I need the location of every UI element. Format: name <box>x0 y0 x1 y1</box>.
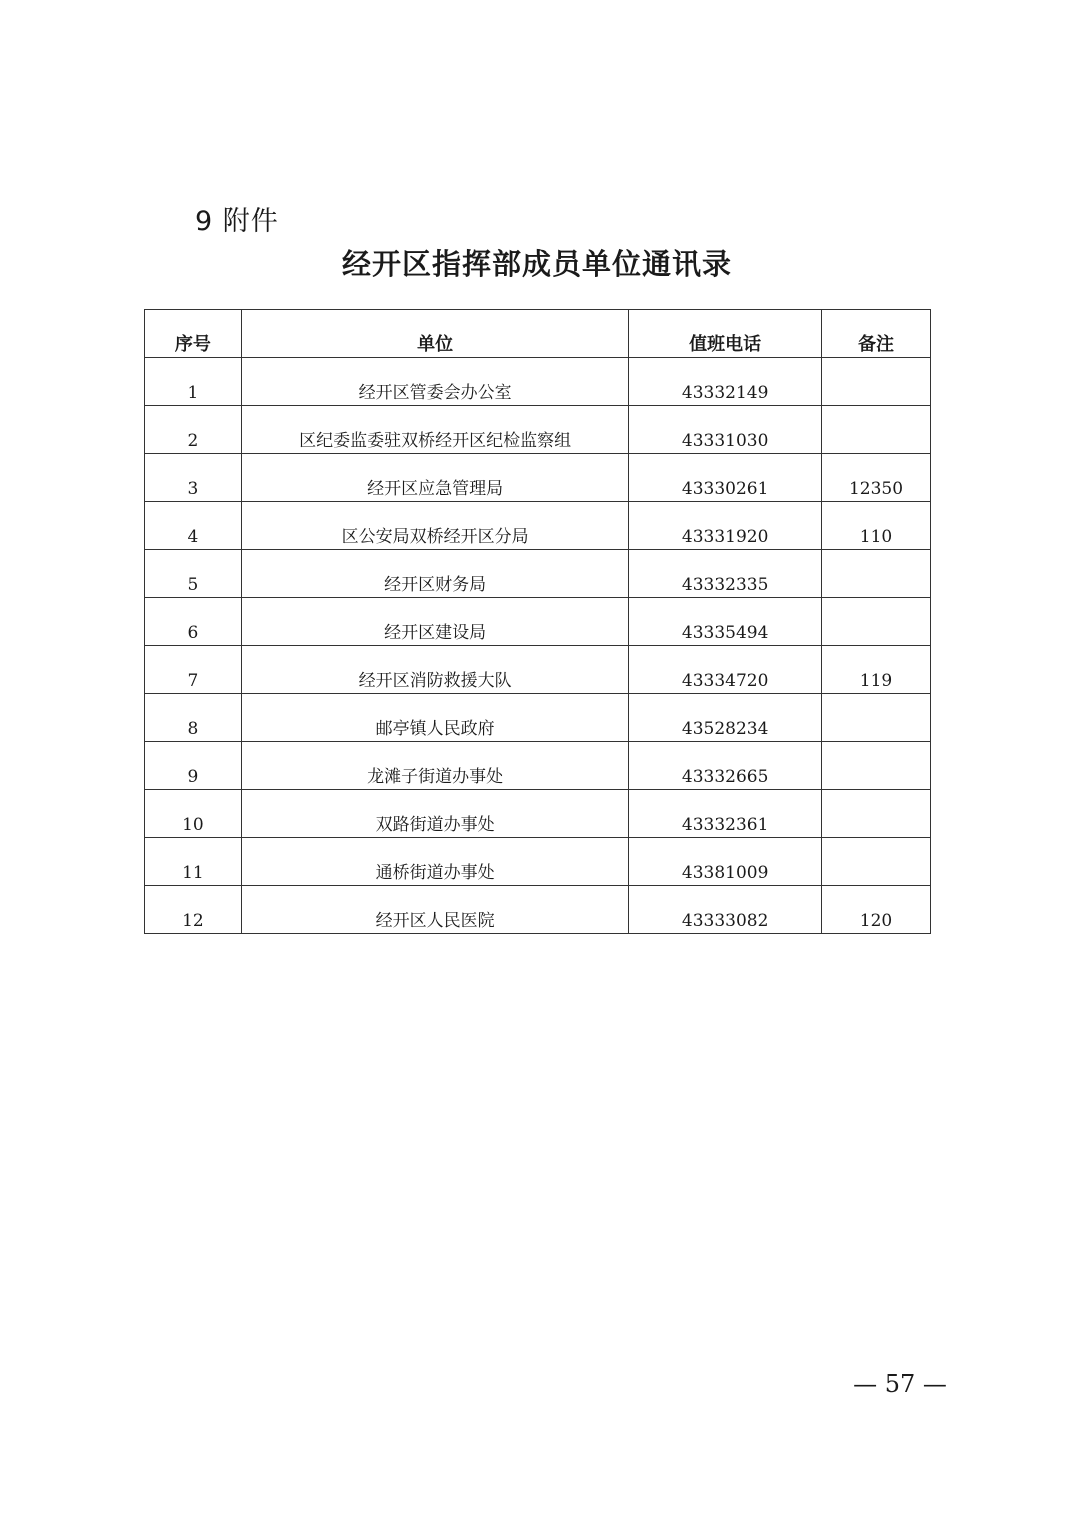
cell-note: 119 <box>822 646 931 694</box>
cell-unit: 经开区消防救援大队 <box>241 646 628 694</box>
cell-no: 7 <box>145 646 242 694</box>
cell-no: 10 <box>145 790 242 838</box>
cell-phone: 43528234 <box>629 694 822 742</box>
header-unit: 单位 <box>241 310 628 358</box>
cell-phone: 43332361 <box>629 790 822 838</box>
cell-unit: 双路街道办事处 <box>241 790 628 838</box>
table-header-row <box>145 310 931 358</box>
cell-note <box>822 550 931 598</box>
cell-unit: 龙滩子街道办事处 <box>241 742 628 790</box>
cell-phone: 43381009 <box>629 838 822 886</box>
header-phone: 值班电话 <box>629 310 822 358</box>
cell-no: 8 <box>145 694 242 742</box>
table-row <box>145 454 931 502</box>
cell-unit: 经开区应急管理局 <box>241 454 628 502</box>
cell-phone: 43332335 <box>629 550 822 598</box>
document-title: 经开区指挥部成员单位通讯录 <box>341 247 732 281</box>
cell-note <box>822 790 931 838</box>
table-row <box>145 694 931 742</box>
cell-unit: 区纪委监委驻双桥经开区纪检监察组 <box>241 406 628 454</box>
table-row <box>145 790 931 838</box>
table-row <box>145 838 931 886</box>
cell-unit: 经开区管委会办公室 <box>241 358 628 406</box>
cell-note <box>822 694 931 742</box>
cell-note <box>822 358 931 406</box>
cell-unit: 经开区人民医院 <box>241 886 628 934</box>
header-note: 备注 <box>822 310 931 358</box>
cell-note: 12350 <box>822 454 931 502</box>
cell-note <box>822 742 931 790</box>
cell-note: 120 <box>822 886 931 934</box>
cell-phone: 43334720 <box>629 646 822 694</box>
cell-unit: 经开区财务局 <box>241 550 628 598</box>
table-body <box>145 358 931 934</box>
table-row <box>145 646 931 694</box>
cell-phone: 43330261 <box>629 454 822 502</box>
cell-no: 11 <box>145 838 242 886</box>
cell-no: 12 <box>145 886 242 934</box>
table-row <box>145 502 931 550</box>
cell-note <box>822 598 931 646</box>
cell-no: 2 <box>145 406 242 454</box>
cell-phone: 43331030 <box>629 406 822 454</box>
cell-unit: 邮亭镇人民政府 <box>241 694 628 742</box>
page-number: — 57 — <box>853 1370 947 1398</box>
table-row <box>145 550 931 598</box>
table-row <box>145 358 931 406</box>
cell-no: 4 <box>145 502 242 550</box>
cell-note: 110 <box>822 502 931 550</box>
cell-no: 5 <box>145 550 242 598</box>
attachment-label: 9 附件 <box>195 206 279 237</box>
table-row <box>145 742 931 790</box>
cell-phone: 43335494 <box>629 598 822 646</box>
cell-no: 1 <box>145 358 242 406</box>
cell-no: 6 <box>145 598 242 646</box>
cell-phone: 43332665 <box>629 742 822 790</box>
cell-no: 3 <box>145 454 242 502</box>
cell-no: 9 <box>145 742 242 790</box>
table-row <box>145 406 931 454</box>
table-row <box>145 886 931 934</box>
cell-phone: 43331920 <box>629 502 822 550</box>
cell-note <box>822 838 931 886</box>
cell-phone: 43333082 <box>629 886 822 934</box>
table-row <box>145 598 931 646</box>
cell-unit: 区公安局双桥经开区分局 <box>241 502 628 550</box>
contact-directory-table <box>144 309 931 934</box>
cell-unit: 通桥街道办事处 <box>241 838 628 886</box>
cell-phone: 43332149 <box>629 358 822 406</box>
cell-unit: 经开区建设局 <box>241 598 628 646</box>
cell-note <box>822 406 931 454</box>
header-no: 序号 <box>145 310 242 358</box>
